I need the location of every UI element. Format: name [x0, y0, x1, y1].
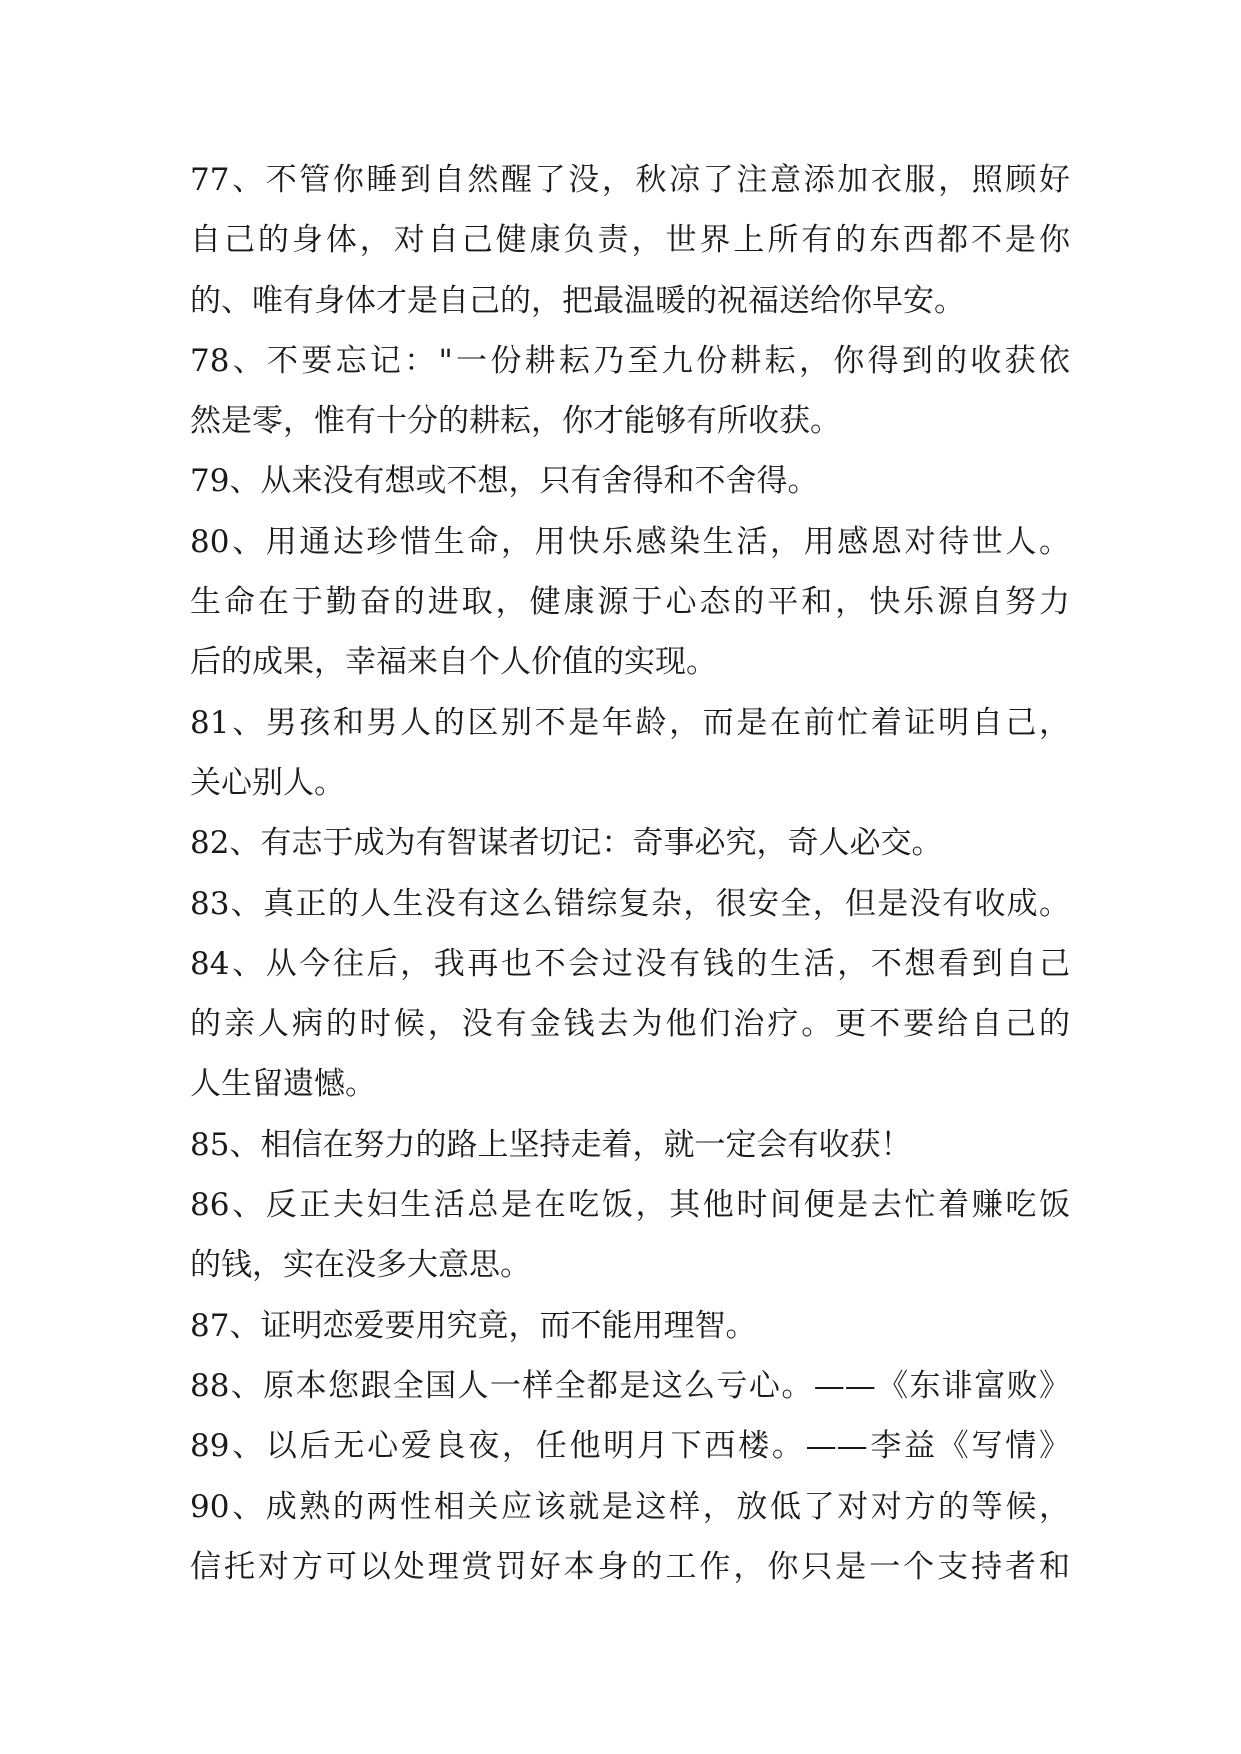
text-line: 然是零，惟有十分的耕耘，你才能够有所收获。 — [190, 403, 841, 440]
text-line: 79、从来没有想或不想，只有舍得和不舍得。 — [190, 463, 819, 500]
text-line: 85、相信在努力的路上坚持走着，就一定会有收获！ — [190, 1126, 912, 1163]
text-line: 81、男孩和男人的区别不是年龄，而是在前忙着证明自己， — [190, 704, 1070, 741]
text-line: 信托对方可以处理赏罚好本身的工作，你只是一个支持者和 — [190, 1548, 1070, 1585]
text-line: 82、有志于成为有智谋者切记：奇事必究，奇人必交。 — [190, 825, 943, 862]
text-line: 关心别人。 — [190, 764, 345, 801]
quote-text-block — [190, 150, 1070, 1597]
text-line: 80、用通达珍惜生命，用快乐感染生活，用感恩对待世人。 — [190, 523, 1070, 560]
text-line: 78、不要忘记："一份耕耘乃至九份耕耘，你得到的收获依 — [190, 342, 1070, 379]
text-line: 的、唯有身体才是自己的，把最温暖的祝福送给你早安。 — [190, 282, 965, 319]
text-line: 84、从今往后，我再也不会过没有钱的生活，不想看到自己 — [190, 945, 1070, 982]
text-line: 87、证明恋爱要用究竟，而不能用理智。 — [190, 1307, 757, 1344]
text-line: 的钱，实在没多大意思。 — [190, 1247, 531, 1284]
text-line: 86、反正夫妇生活总是在吃饭，其他时间便是去忙着赚吃饭 — [190, 1187, 1070, 1224]
text-line: 89、以后无心爱良夜，任他明月下西楼。——李益《写情》 — [190, 1428, 1070, 1465]
text-line: 人生留遗憾。 — [190, 1066, 376, 1103]
text-line: 77、不管你睡到自然醒了没，秋凉了注意添加衣服，照顾好 — [190, 162, 1070, 198]
text-line: 83、真正的人生没有这么错综复杂，很安全，但是没有收成。 — [190, 885, 1070, 922]
text-line: 88、原本您跟全国人一样全都是这么亏心。——《东诽富败》 — [190, 1367, 1070, 1404]
text-line: 生命在于勤奋的进取，健康源于心态的平和，快乐源自努力 — [190, 584, 1070, 621]
text-line: 自己的身体，对自己健康负责，世界上所有的东西都不是你 — [190, 222, 1070, 259]
text-line: 后的成果，幸福来自个人价值的实现。 — [190, 644, 717, 681]
text-line: 的亲人病的时候，没有金钱去为他们治疗。更不要给自己的 — [190, 1006, 1070, 1043]
text-line: 90、成熟的两性相关应该就是这样，放低了对对方的等候， — [190, 1488, 1070, 1525]
